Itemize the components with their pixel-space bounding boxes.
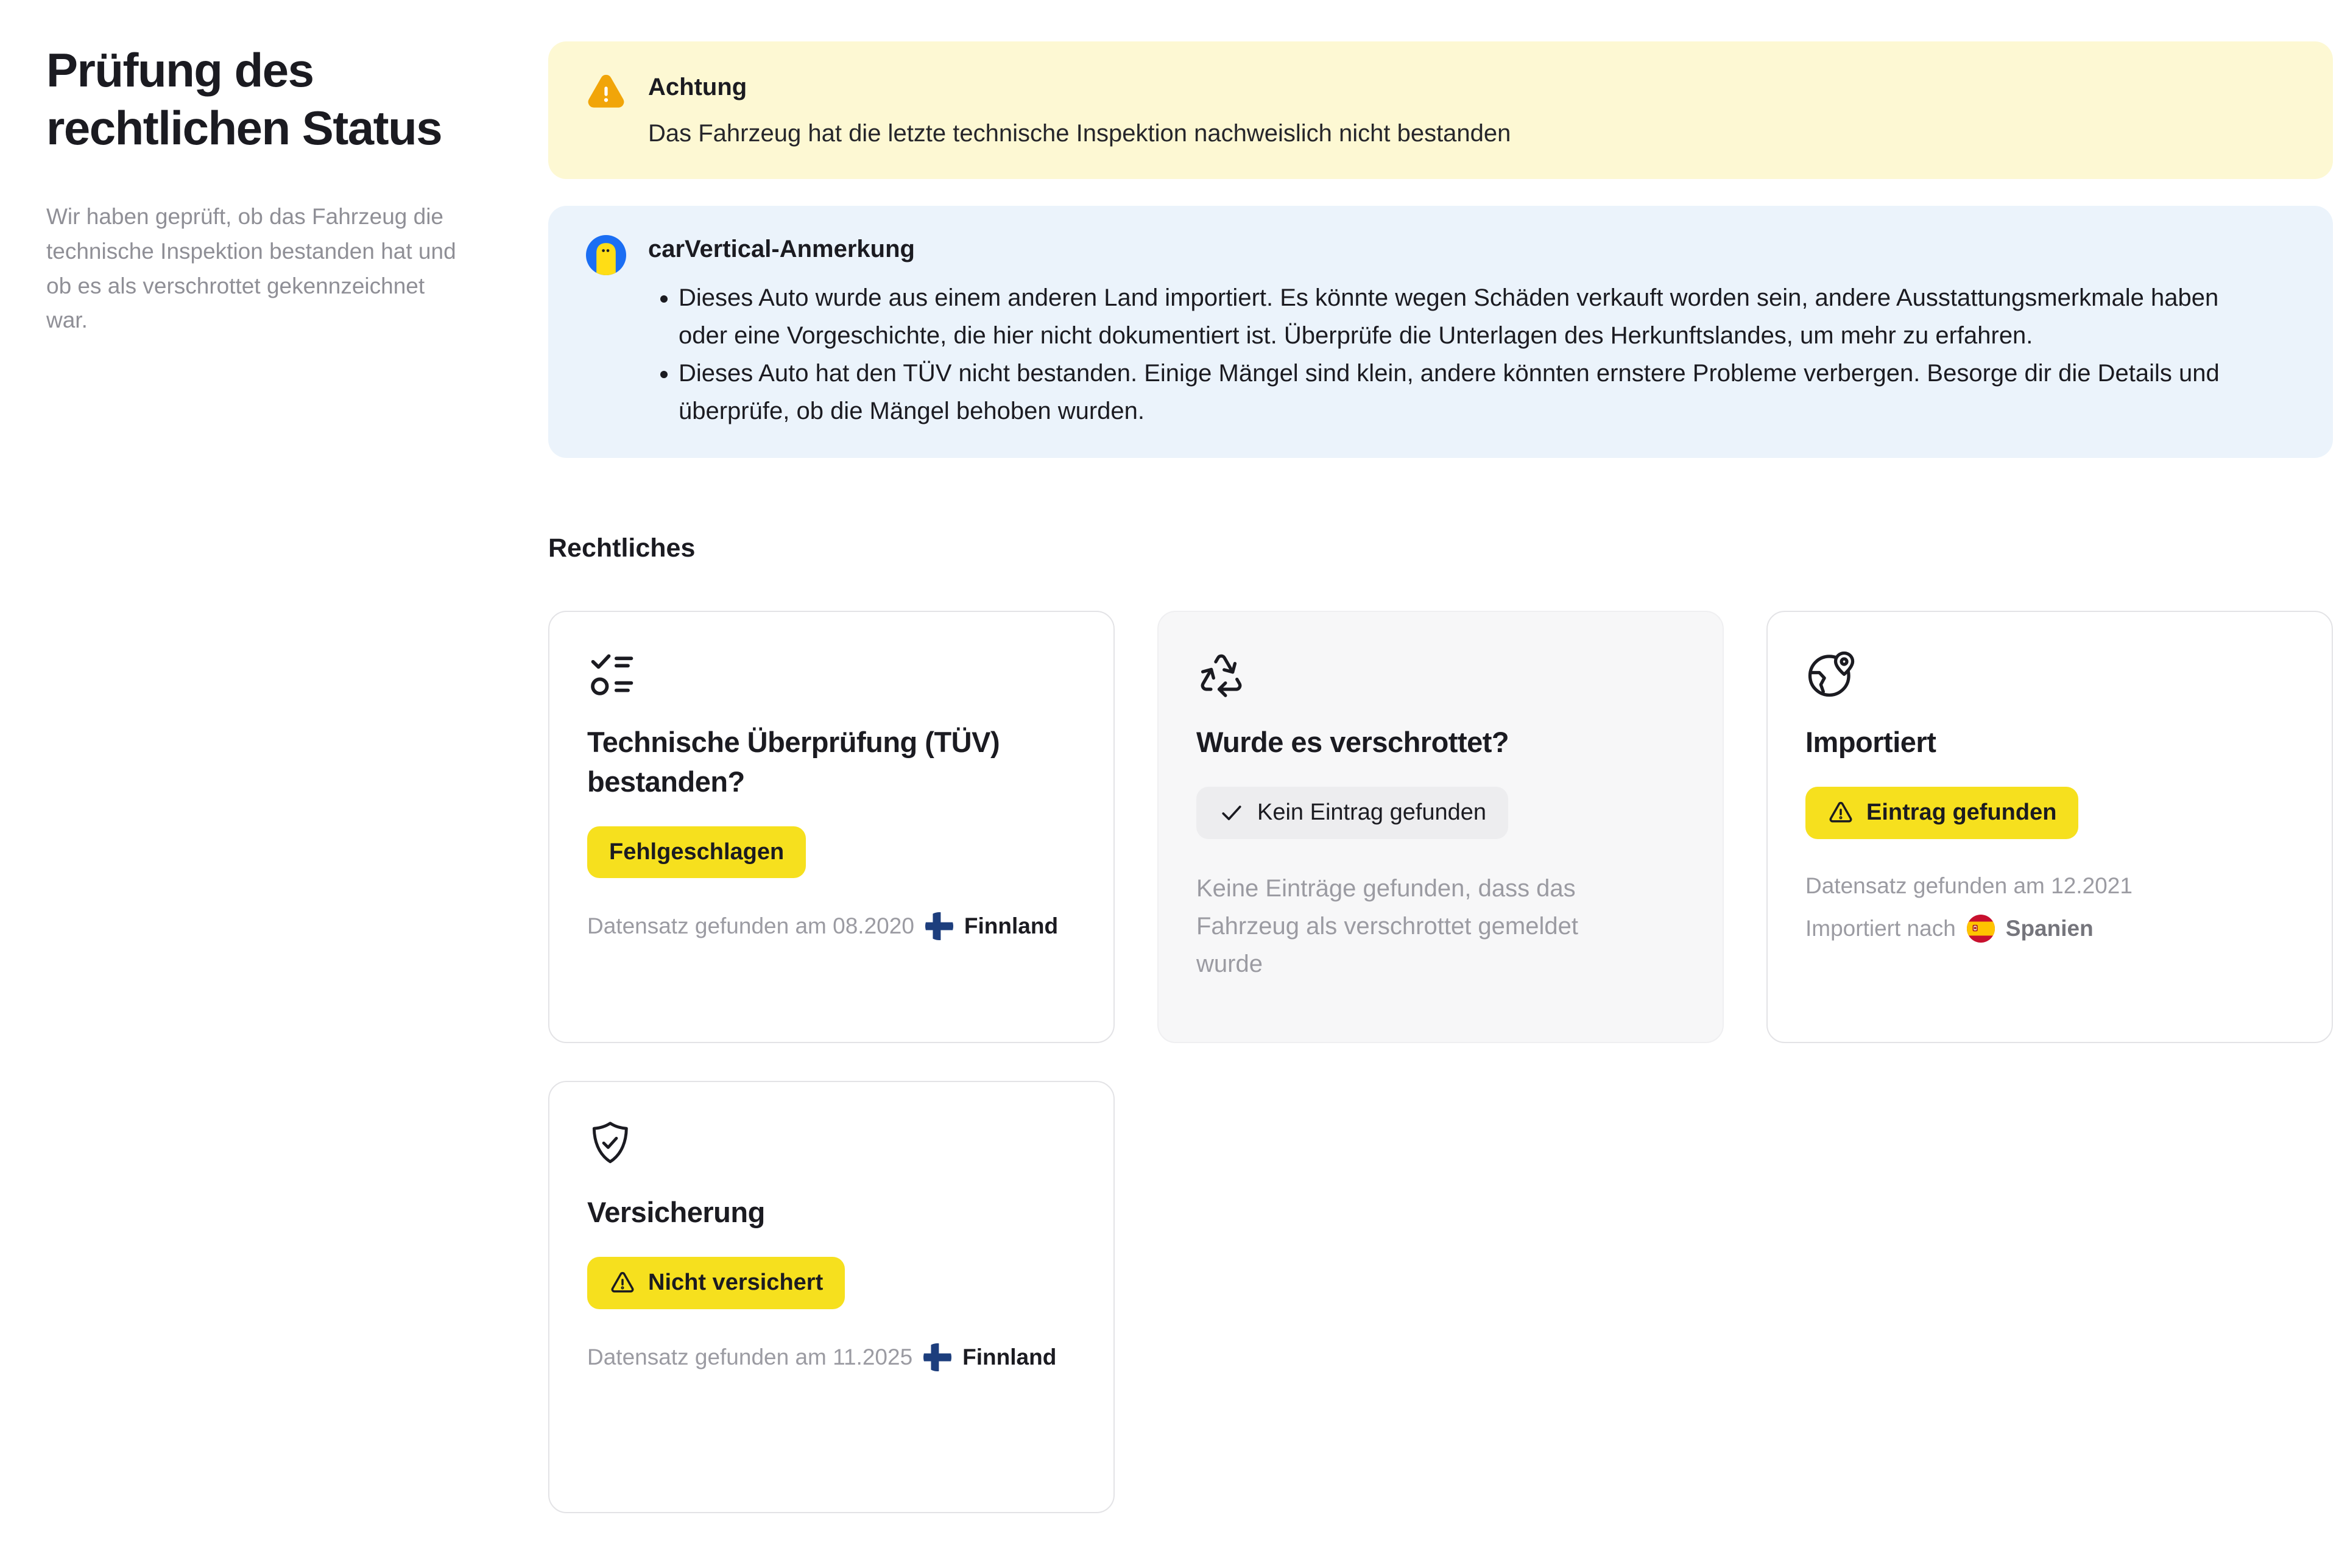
finland-flag-icon bbox=[925, 912, 953, 940]
status-badge-failed bbox=[587, 826, 806, 878]
carvertical-note-title: carVertical-Anmerkung bbox=[648, 236, 915, 262]
spain-flag-icon bbox=[1967, 915, 1995, 943]
note-bullet: • Dieses Auto wurde aus einem anderen Land importiert. Es könnte wegen Schäden verkauft worden sein, andere Ausstattungsmerkmale haben oder eine Vorgeschichte, die hier nicht dokumentiert ist. Überprüfe die Unterlagen des Herkunftslandes, um mehr zu erfahren. bbox=[679, 279, 2256, 354]
card-insurance bbox=[548, 1081, 1115, 1513]
record-date: Datensatz gefunden am 11.2025 bbox=[587, 1344, 913, 1369]
page-subtitle: Wir haben geprüft, ob das Fahrzeug die technische Inspektion bestanden hat und ob es als verschrottet gekennzeichnet war. bbox=[46, 204, 456, 333]
card-title: Importiert bbox=[1805, 726, 1936, 758]
legal-cards-grid bbox=[548, 611, 2333, 1513]
card-description: Keine Einträge gefunden, dass das Fahrzeug als verschrottet gemeldet wurde bbox=[1196, 874, 1578, 977]
warning-outline-icon bbox=[1827, 800, 1854, 826]
card-title: Versicherung bbox=[587, 1196, 765, 1228]
badge-label: Eintrag gefunden bbox=[1866, 800, 2057, 826]
page-title: Prüfung des rechtlichen Status bbox=[46, 43, 442, 155]
legal-section-heading: Rechtliches bbox=[548, 533, 696, 563]
carvertical-logo-icon bbox=[586, 235, 626, 275]
warning-banner-text: Das Fahrzeug hat die letzte technische Inspektion nachweislich nicht bestanden bbox=[648, 120, 1511, 147]
globe-pin-icon bbox=[1805, 650, 2294, 700]
carvertical-note-body bbox=[648, 234, 2295, 430]
shield-check-icon bbox=[587, 1120, 1076, 1170]
note-bullet: • Dieses Auto hat den TÜV nicht bestanden. Einige Mängel sind klein, andere könnten ernstere Probleme verbergen. Besorge dir die Details und überprüfe, ob die Mängel behoben wurden. bbox=[679, 354, 2256, 430]
card-technical-inspection bbox=[548, 611, 1115, 1043]
warning-banner-body bbox=[648, 72, 2295, 149]
warning-outline-icon bbox=[609, 1270, 636, 1296]
carvertical-note-list bbox=[648, 279, 2256, 430]
badge-label: Fehlgeschlagen bbox=[609, 838, 785, 865]
status-badge-no-record bbox=[1196, 787, 1508, 839]
checklist-icon bbox=[587, 650, 1076, 700]
record-date: Datensatz gefunden am 08.2020 bbox=[587, 913, 914, 938]
record-footer bbox=[587, 1343, 1076, 1371]
warning-filled-icon bbox=[586, 73, 626, 113]
badge-label: Nicht versichert bbox=[648, 1270, 824, 1296]
carvertical-note bbox=[548, 206, 2333, 458]
status-badge-not-insured bbox=[587, 1257, 845, 1309]
imported-to-country: Spanien bbox=[2005, 915, 2094, 941]
imported-to-line bbox=[1805, 915, 2294, 943]
imported-to-label: Importiert nach bbox=[1805, 915, 1956, 941]
record-footer bbox=[1805, 873, 2294, 899]
check-icon bbox=[1218, 800, 1245, 826]
record-country: Finnland bbox=[962, 1344, 1057, 1369]
badge-label: Kein Eintrag gefunden bbox=[1257, 800, 1487, 826]
spain-emblem bbox=[1972, 925, 1977, 932]
card-title: Wurde es verschrottet? bbox=[1196, 726, 1509, 758]
card-scrapped bbox=[1157, 611, 1724, 1043]
recycle-icon bbox=[1196, 650, 1685, 700]
record-footer bbox=[587, 912, 1076, 940]
card-title: Technische Überprüfung (TÜV) bestanden? bbox=[587, 726, 1000, 798]
warning-banner bbox=[548, 41, 2333, 179]
legal-status-content bbox=[548, 41, 2333, 1513]
record-date: Datensatz gefunden am 12.2021 bbox=[1805, 873, 2133, 898]
warning-banner-title: Achtung bbox=[648, 74, 747, 100]
record-country: Finnland bbox=[964, 913, 1059, 938]
section-intro bbox=[46, 41, 468, 1513]
card-imported bbox=[1766, 611, 2333, 1043]
finland-flag-icon bbox=[923, 1343, 951, 1371]
status-badge-record-found bbox=[1805, 787, 2078, 839]
